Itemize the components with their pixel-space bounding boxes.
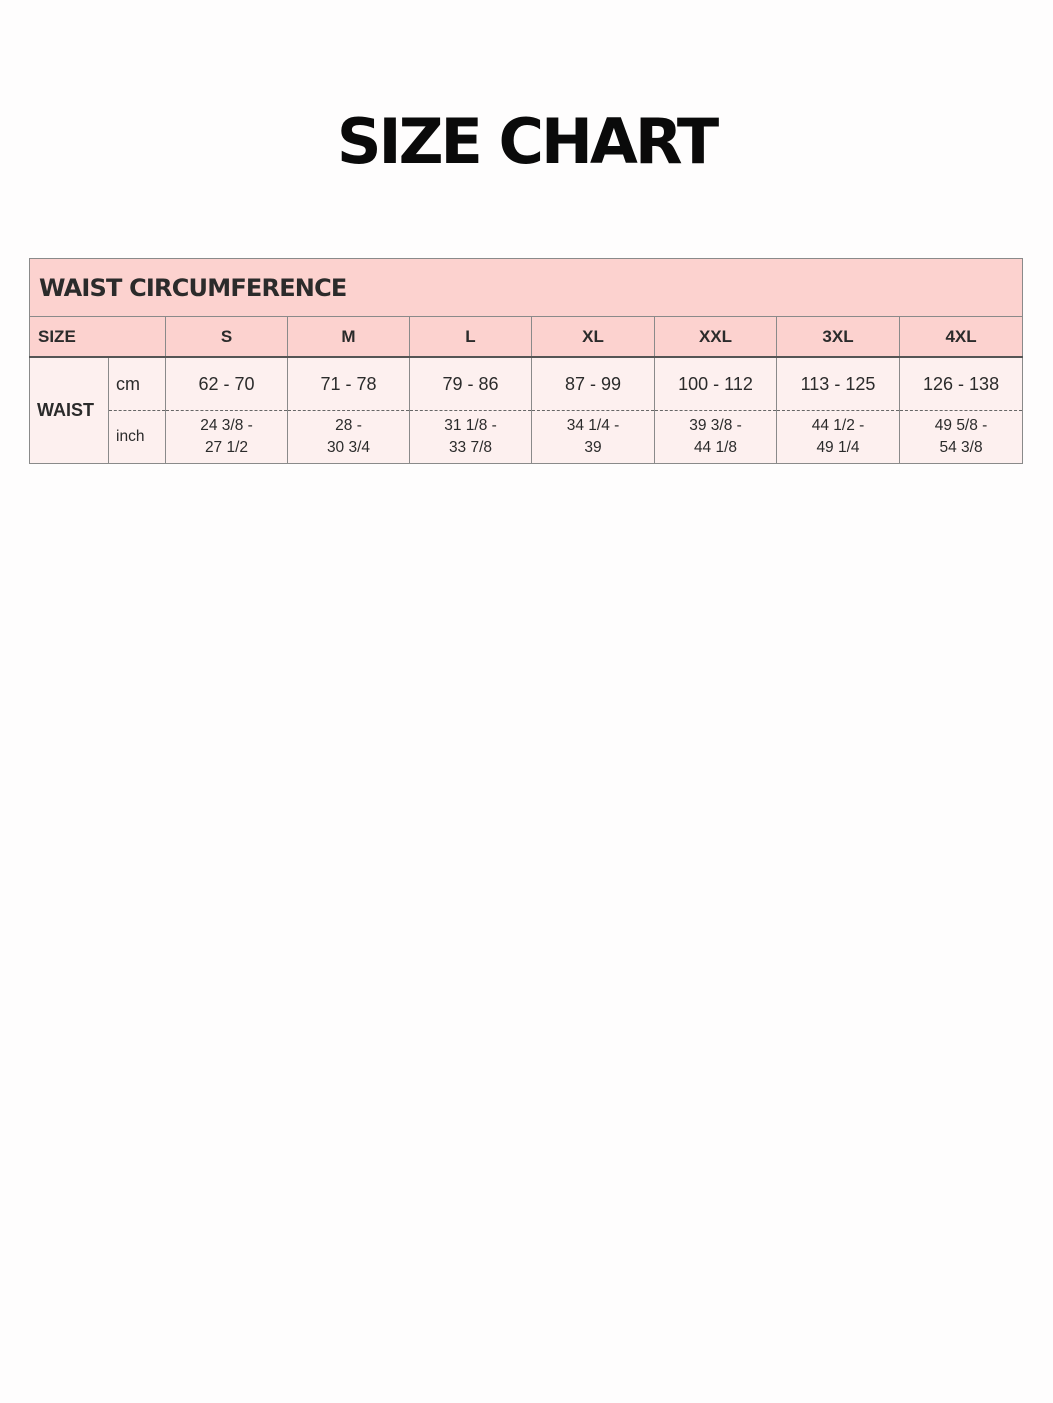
cm-value-xl: 87 - 99 — [532, 357, 655, 411]
inch-value-line: 33 7/8 — [448, 439, 493, 456]
inch-value-line: 39 — [584, 439, 602, 456]
table-row-cm — [30, 357, 1023, 411]
inch-value-s — [166, 411, 288, 464]
section-title: WAIST CIRCUMFERENCE — [30, 259, 1023, 317]
size-header-label: SIZE — [30, 317, 166, 358]
size-header-xl: XL — [532, 317, 655, 358]
cm-value-l: 79 - 86 — [410, 357, 532, 411]
size-header-l: L — [410, 317, 532, 358]
inch-value-line: 49 5/8 - — [934, 417, 988, 434]
waist-row-label: WAIST — [30, 357, 109, 464]
inch-value-line: 31 1/8 - — [444, 417, 497, 434]
inch-value-4xl — [900, 411, 1023, 464]
size-header-m: M — [288, 317, 410, 358]
cm-value-xxl: 100 - 112 — [655, 357, 777, 411]
inch-value-line: 44 1/8 — [693, 439, 738, 456]
inch-value-line: 28 - — [335, 417, 362, 434]
inch-value-l — [410, 411, 532, 464]
inch-value-xl — [532, 411, 655, 464]
size-header-s: S — [166, 317, 288, 358]
unit-label-cm: cm — [109, 357, 166, 411]
cm-value-m: 71 - 78 — [288, 357, 410, 411]
size-header-xxl: XXL — [655, 317, 777, 358]
inch-value-line: 39 3/8 - — [689, 417, 742, 434]
waist-size-table — [29, 258, 1023, 464]
inch-value-line: 24 3/8 - — [200, 417, 253, 434]
inch-value-line: 30 3/4 — [326, 439, 371, 456]
cm-value-4xl: 126 - 138 — [900, 357, 1023, 411]
inch-value-line: 49 1/4 — [816, 439, 860, 456]
section-title-row — [30, 259, 1023, 317]
inch-value-m — [288, 411, 410, 464]
table-row-inch — [30, 411, 1023, 464]
inch-value-line: 34 1/4 - — [566, 417, 620, 434]
inch-value-line: 44 1/2 - — [811, 417, 865, 434]
size-header-row — [30, 317, 1023, 358]
inch-value-line: 54 3/8 — [939, 439, 983, 456]
unit-label-inch: inch — [109, 411, 166, 464]
cm-value-3xl: 113 - 125 — [777, 357, 900, 411]
size-header-4xl: 4XL — [900, 317, 1023, 358]
page-title: SIZE CHART — [336, 105, 717, 178]
size-header-3xl: 3XL — [777, 317, 900, 358]
inch-value-3xl — [777, 411, 900, 464]
inch-value-line: 27 1/2 — [204, 439, 249, 456]
cm-value-s: 62 - 70 — [166, 357, 288, 411]
inch-value-xxl — [655, 411, 777, 464]
